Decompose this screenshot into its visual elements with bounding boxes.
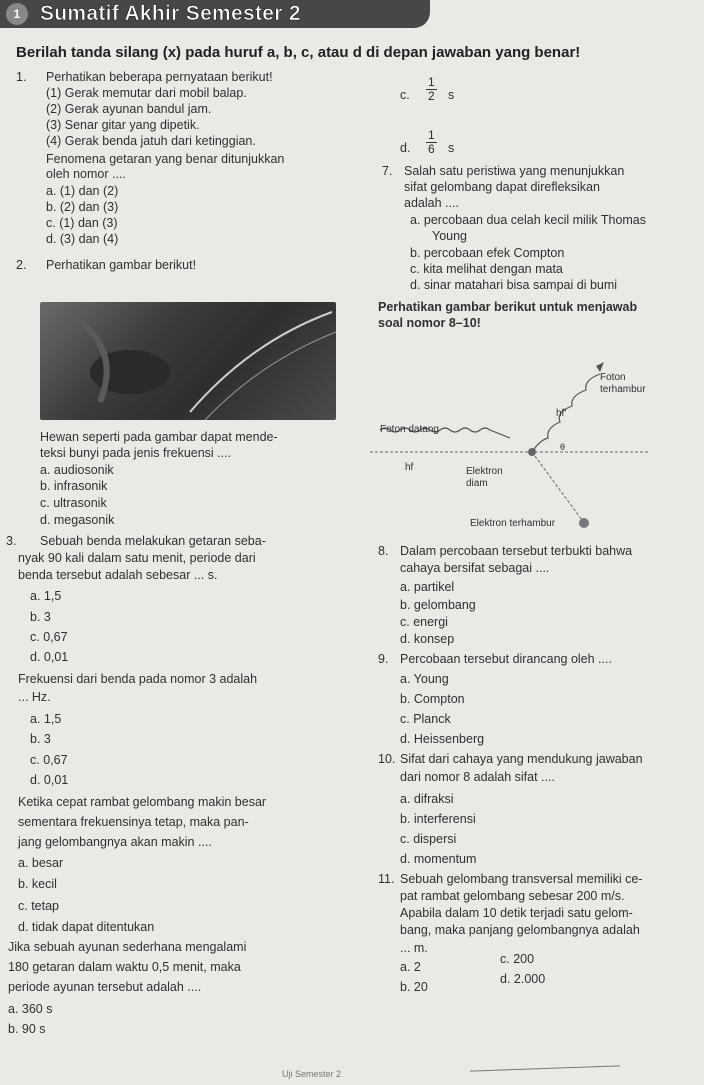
instruction: Berilah tanda silang (x) pada huruf a, b, c, atau d di depan jawaban yang benar!	[16, 44, 581, 61]
q3-stem: nyak 90 kali dalam satu menit, periode dari	[18, 551, 256, 565]
q1-stem2: Fenomena getaran yang benar ditunjukkan	[46, 152, 285, 166]
label-foton-terhambur: terhambur	[600, 384, 646, 395]
q10-option-c[interactable]: c. dispersi	[400, 832, 457, 846]
label-elektron-diam: Elektron	[466, 466, 503, 477]
q8-option-b[interactable]: b. gelombang	[400, 598, 476, 612]
q4-option-b[interactable]: b. 3	[30, 732, 51, 746]
q8-stem: Dalam percobaan tersebut terbukti bahwa	[400, 544, 633, 558]
chapter-badge: 1	[6, 3, 28, 25]
q1-item: (2) Gerak ayunan bandul jam.	[46, 102, 212, 116]
q2-option-b[interactable]: b. infrasonik	[40, 479, 108, 493]
page-title: Sumatif Akhir Semester 2	[40, 2, 301, 25]
q5-stem: Ketika cepat rambat gelombang makin besar	[18, 795, 267, 809]
label-foton-terhambur: Foton	[600, 372, 626, 383]
q8-option-d[interactable]: d. konsep	[400, 632, 455, 646]
q4-option-c[interactable]: c. 0,67	[30, 753, 68, 767]
q7-option-a-cont: Young	[432, 229, 467, 243]
fraction-numerator: 1	[428, 75, 435, 89]
q1-option-d[interactable]: d. (3) dan (4)	[46, 232, 119, 246]
q5-stem: sementara frekuensinya tetap, maka pan-	[18, 815, 249, 829]
q10-option-a[interactable]: a. difraksi	[400, 792, 454, 806]
q2-option-a[interactable]: a. audiosonik	[40, 463, 114, 477]
scattered-electron	[579, 518, 589, 528]
q2-question: teksi bunyi pada jenis frekuensi ....	[40, 446, 232, 460]
q4-option-a[interactable]: a. 1,5	[30, 712, 62, 726]
animal-photo	[40, 302, 336, 420]
q3-option-a[interactable]: a. 1,5	[30, 589, 62, 603]
q7-number: 7.	[382, 164, 393, 178]
q7-stem: adalah ....	[404, 196, 459, 210]
q11-option-d[interactable]: d. 2.000	[500, 972, 546, 986]
q2-number: 2.	[16, 258, 27, 272]
diagram-intro: soal nomor 8–10!	[378, 316, 481, 330]
fraction-denominator: 6	[428, 142, 435, 156]
q5-option-d[interactable]: d. tidak dapat ditentukan	[18, 920, 155, 934]
q10-stem: Sifat dari cahaya yang mendukung jawaban	[400, 752, 643, 766]
q6-option-d-unit: s	[448, 141, 455, 155]
q10-stem: dari nomor 8 adalah sifat ....	[400, 770, 555, 784]
label-foton-datang: Foton datang	[380, 424, 439, 435]
q4-option-d[interactable]: d. 0,01	[30, 773, 69, 787]
q3-number: 3.	[6, 534, 17, 548]
label-elektron-terhambur: Elektron terhambur	[470, 518, 556, 529]
q11-option-a[interactable]: a. 2	[400, 960, 421, 974]
q6-option-d-fraction	[426, 129, 437, 156]
q2-question: Hewan seperti pada gambar dapat mende-	[40, 430, 278, 444]
q9-option-a[interactable]: a. Young	[400, 672, 449, 686]
q3-option-d[interactable]: d. 0,01	[30, 650, 69, 664]
q1-stem2: oleh nomor ....	[46, 167, 126, 181]
q9-option-c[interactable]: c. Planck	[400, 712, 451, 726]
q3-stem: Sebuah benda melakukan getaran seba-	[40, 534, 266, 548]
q11-stem: pat rambat gelombang sebesar 200 m/s.	[400, 889, 625, 903]
q7-stem: sifat gelombang dapat direfleksikan	[404, 180, 600, 194]
q1-option-c[interactable]: c. (1) dan (3)	[46, 216, 118, 230]
electron-path	[532, 452, 582, 520]
q3-stem: benda tersebut adalah sebesar ... s.	[18, 568, 218, 582]
q11-stem: Sebuah gelombang transversal memiliki ce-	[400, 872, 643, 886]
fraction-numerator: 1	[428, 128, 435, 142]
header-banner	[0, 0, 430, 28]
q9-number: 9.	[378, 652, 389, 666]
q5-option-b[interactable]: b. kecil	[18, 877, 57, 891]
q2-option-c[interactable]: c. ultrasonik	[40, 496, 107, 510]
q6-option-c-unit: s	[448, 88, 455, 102]
label-elektron-diam: diam	[466, 478, 488, 489]
q4-stem: Frekuensi dari benda pada nomor 3 adalah	[18, 672, 258, 686]
q6-stem: 180 getaran dalam waktu 0,5 menit, maka	[8, 960, 241, 974]
q1-option-a[interactable]: a. (1) dan (2)	[46, 184, 119, 198]
q9-stem: Percobaan tersebut dirancang oleh ....	[400, 652, 612, 666]
fraction-denominator: 2	[428, 89, 435, 103]
q6-option-c-label[interactable]: c.	[400, 88, 410, 102]
q7-option-d[interactable]: d. sinar matahari bisa sampai di bumi	[410, 278, 618, 292]
q10-number: 10.	[378, 752, 396, 766]
q11-stem: bang, maka panjang gelombangnya adalah	[400, 923, 640, 937]
q6-stem: periode ayunan tersebut adalah ....	[8, 980, 202, 994]
q7-stem: Salah satu peristiwa yang menunjukkan	[404, 164, 625, 178]
q4-stem: ... Hz.	[18, 690, 51, 704]
q8-option-a[interactable]: a. partikel	[400, 580, 455, 594]
q11-option-b[interactable]: b. 20	[400, 980, 428, 994]
label-hf: hf	[405, 462, 414, 473]
q8-number: 8.	[378, 544, 389, 558]
q1-stem: Perhatikan beberapa pernyataan berikut!	[46, 70, 273, 84]
q5-stem: jang gelombangnya akan makin ....	[18, 835, 212, 849]
q11-stem: ... m.	[400, 941, 428, 955]
q6-option-c-fraction	[426, 76, 437, 103]
q3-option-c[interactable]: c. 0,67	[30, 630, 68, 644]
label-theta: θ	[560, 442, 566, 452]
q1-item: (4) Gerak benda jatuh dari ketinggian.	[46, 134, 256, 148]
q2-stem: Perhatikan gambar berikut!	[46, 258, 197, 272]
q6-option-a[interactable]: a. 360 s	[8, 1002, 53, 1016]
q7-option-b[interactable]: b. percobaan efek Compton	[410, 246, 565, 260]
diagram-intro: Perhatikan gambar berikut untuk menjawab	[378, 300, 638, 314]
q8-stem: cahaya bersifat sebagai ....	[400, 561, 550, 575]
q1-number: 1.	[16, 70, 27, 84]
q9-option-d[interactable]: d. Heissenberg	[400, 732, 485, 746]
footer-line	[470, 1065, 620, 1071]
q6-option-b[interactable]: b. 90 s	[8, 1022, 46, 1036]
q1-item: (3) Senar gitar yang dipetik.	[46, 118, 200, 132]
q8-option-c[interactable]: c. energi	[400, 615, 448, 629]
q1-option-b[interactable]: b. (2) dan (3)	[46, 200, 119, 214]
q9-option-b[interactable]: b. Compton	[400, 692, 465, 706]
q1-item: (1) Gerak memutar dari mobil balap.	[46, 86, 247, 100]
q7-option-a[interactable]: a. percobaan dua celah kecil milik Thomas	[410, 213, 647, 227]
footer-label: Uji Semester 2	[282, 1069, 342, 1079]
q6-option-d-label[interactable]: d.	[400, 141, 411, 155]
q5-option-a[interactable]: a. besar	[18, 856, 64, 870]
q11-number: 11.	[378, 872, 395, 886]
q3-option-b[interactable]: b. 3	[30, 610, 51, 624]
q10-option-b[interactable]: b. interferensi	[400, 812, 476, 826]
q6-stem: Jika sebuah ayunan sederhana mengalami	[8, 940, 247, 954]
q7-option-c[interactable]: c. kita melihat dengan mata	[410, 262, 563, 276]
q11-stem: Apabila dalam 10 detik terjadi satu gelom-	[400, 906, 633, 920]
label-hf-prime: hf'	[556, 408, 567, 419]
animal-photo-art	[40, 302, 336, 420]
q11-option-c[interactable]: c. 200	[500, 952, 535, 966]
q10-option-d[interactable]: d. momentum	[400, 852, 477, 866]
arrow-head	[596, 362, 604, 372]
q5-option-c[interactable]: c. tetap	[18, 899, 59, 913]
q2-option-d[interactable]: d. megasonik	[40, 513, 115, 527]
